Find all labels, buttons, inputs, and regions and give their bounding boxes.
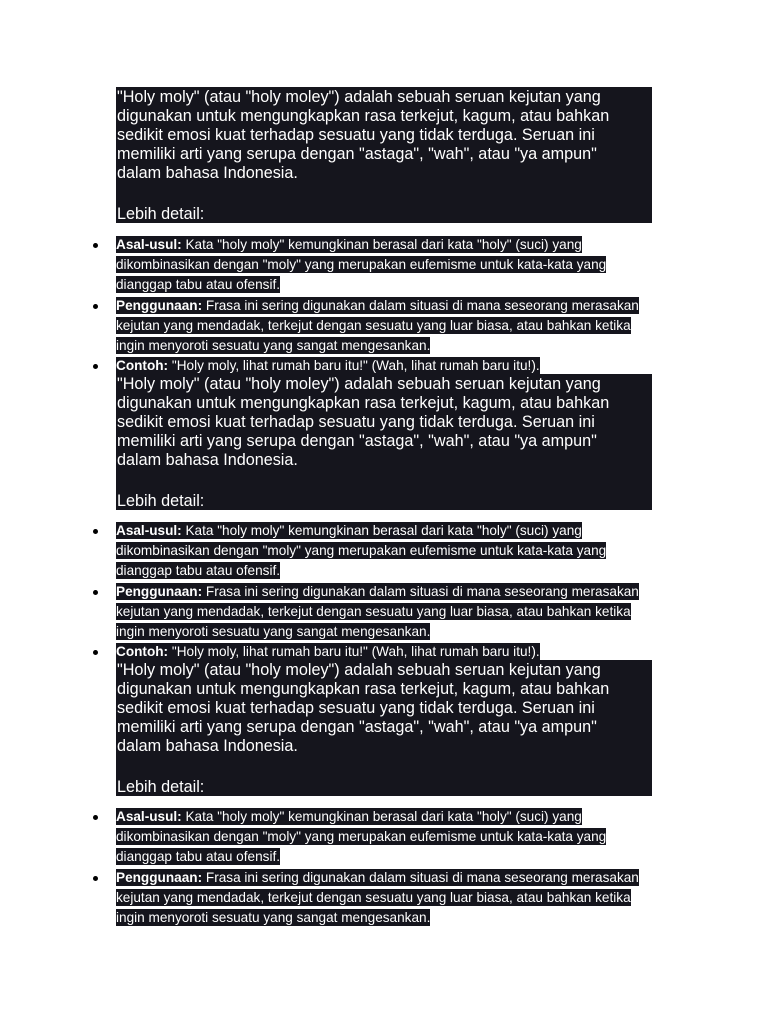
intro-line: sedikit emosi kuat terhadap sesuatu yang tidak terduga. Seruan ini xyxy=(117,125,595,144)
item-term: Penggunaan: xyxy=(116,297,203,313)
item-text: Kata "holy moly" kemungkinan berasal dari kata "holy" (suci) yang dikombinasikan dengan "moly" yang merupakan eufemisme untuk kata-kata yang dianggap tabu atau ofensif. xyxy=(116,237,607,293)
item-term: Asal-usul: xyxy=(116,237,182,252)
bullet-icon xyxy=(93,529,98,534)
item-text: Frasa ini sering digunakan dalam situasi di mana seseorang merasakan kejutan yang mendadak, terkejut dengan sesuatu yang luar biasa, atau bahkan ketika ingin menyoroti sesuatu yang sangat mengesankan. xyxy=(116,297,639,354)
intro-line: dalam bahasa Indonesia. xyxy=(117,736,298,755)
item-text: Frasa ini sering digunakan dalam situasi di mana seseorang merasakan kejutan yang mendadak, terkejut dengan sesuatu yang luar biasa, atau bahkan ketika ingin menyoroti sesuatu yang sangat mengesankan. xyxy=(116,583,639,640)
item-text: Frasa ini sering digunakan dalam situasi di mana seseorang merasakan kejutan yang mendadak, terkejut dengan sesuatu yang luar biasa, atau bahkan ketika ingin menyoroti sesuatu yang sangat mengesankan. xyxy=(116,869,639,926)
item-text: Kata "holy moly" kemungkinan berasal dari kata "holy" (suci) yang dikombinasikan dengan "moly" yang merupakan eufemisme untuk kata-kata yang dianggap tabu atau ofensif. xyxy=(116,809,607,865)
bullet-icon xyxy=(93,243,98,248)
list-item xyxy=(116,521,656,582)
detail-list xyxy=(116,235,656,376)
intro-line: "Holy moly" (atau "holy moley") adalah sebuah seruan kejutan yang xyxy=(117,88,601,106)
intro-block xyxy=(116,374,652,510)
intro-line: digunakan untuk mengungkapkan rasa terkejut, kagum, atau bahkan xyxy=(117,679,610,698)
item-text: "Holy moly, lihat rumah baru itu!" (Wah, lihat rumah baru itu!). xyxy=(168,358,540,374)
bullet-icon xyxy=(93,876,98,881)
list-item xyxy=(116,868,656,929)
intro-line: memiliki arti yang serupa dengan "astaga", "wah", atau "ya ampun" xyxy=(117,431,597,450)
detail-heading: Lebih detail: xyxy=(117,491,205,510)
item-term: Contoh: xyxy=(116,358,169,374)
intro-line: sedikit emosi kuat terhadap sesuatu yang tidak terduga. Seruan ini xyxy=(117,412,595,431)
intro-line: "Holy moly" (atau "holy moley") adalah sebuah seruan kejutan yang xyxy=(117,661,601,679)
bullet-icon xyxy=(93,650,98,655)
intro-line: "Holy moly" (atau "holy moley") adalah sebuah seruan kejutan yang xyxy=(117,375,601,393)
intro-block xyxy=(116,660,652,796)
list-item xyxy=(116,296,656,357)
item-text: Kata "holy moly" kemungkinan berasal dari kata "holy" (suci) yang dikombinasikan dengan "moly" yang merupakan eufemisme untuk kata-kata yang dianggap tabu atau ofensif. xyxy=(116,523,607,579)
item-term: Asal-usul: xyxy=(116,809,182,824)
item-term: Penggunaan: xyxy=(116,869,203,885)
list-item xyxy=(116,807,656,868)
item-term: Penggunaan: xyxy=(116,583,203,599)
detail-list xyxy=(116,807,656,928)
item-term: Contoh: xyxy=(116,644,169,660)
bullet-icon xyxy=(93,815,98,820)
intro-line: memiliki arti yang serupa dengan "astaga", "wah", atau "ya ampun" xyxy=(117,717,597,736)
list-item xyxy=(116,235,656,296)
bullet-icon xyxy=(93,590,98,595)
intro-block xyxy=(116,87,652,223)
detail-heading: Lebih detail: xyxy=(117,777,205,796)
item-term: Asal-usul: xyxy=(116,523,182,538)
bullet-icon xyxy=(93,364,98,369)
list-item xyxy=(116,582,656,643)
intro-line: dalam bahasa Indonesia. xyxy=(117,163,298,182)
bullet-icon xyxy=(93,304,98,309)
detail-list xyxy=(116,521,656,662)
intro-line: memiliki arti yang serupa dengan "astaga", "wah", atau "ya ampun" xyxy=(117,144,597,163)
intro-line: sedikit emosi kuat terhadap sesuatu yang tidak terduga. Seruan ini xyxy=(117,698,595,717)
intro-line: digunakan untuk mengungkapkan rasa terkejut, kagum, atau bahkan xyxy=(117,106,610,125)
item-text: "Holy moly, lihat rumah baru itu!" (Wah, lihat rumah baru itu!). xyxy=(168,644,540,660)
detail-heading: Lebih detail: xyxy=(117,204,205,223)
intro-line: digunakan untuk mengungkapkan rasa terkejut, kagum, atau bahkan xyxy=(117,393,610,412)
intro-line: dalam bahasa Indonesia. xyxy=(117,450,298,469)
